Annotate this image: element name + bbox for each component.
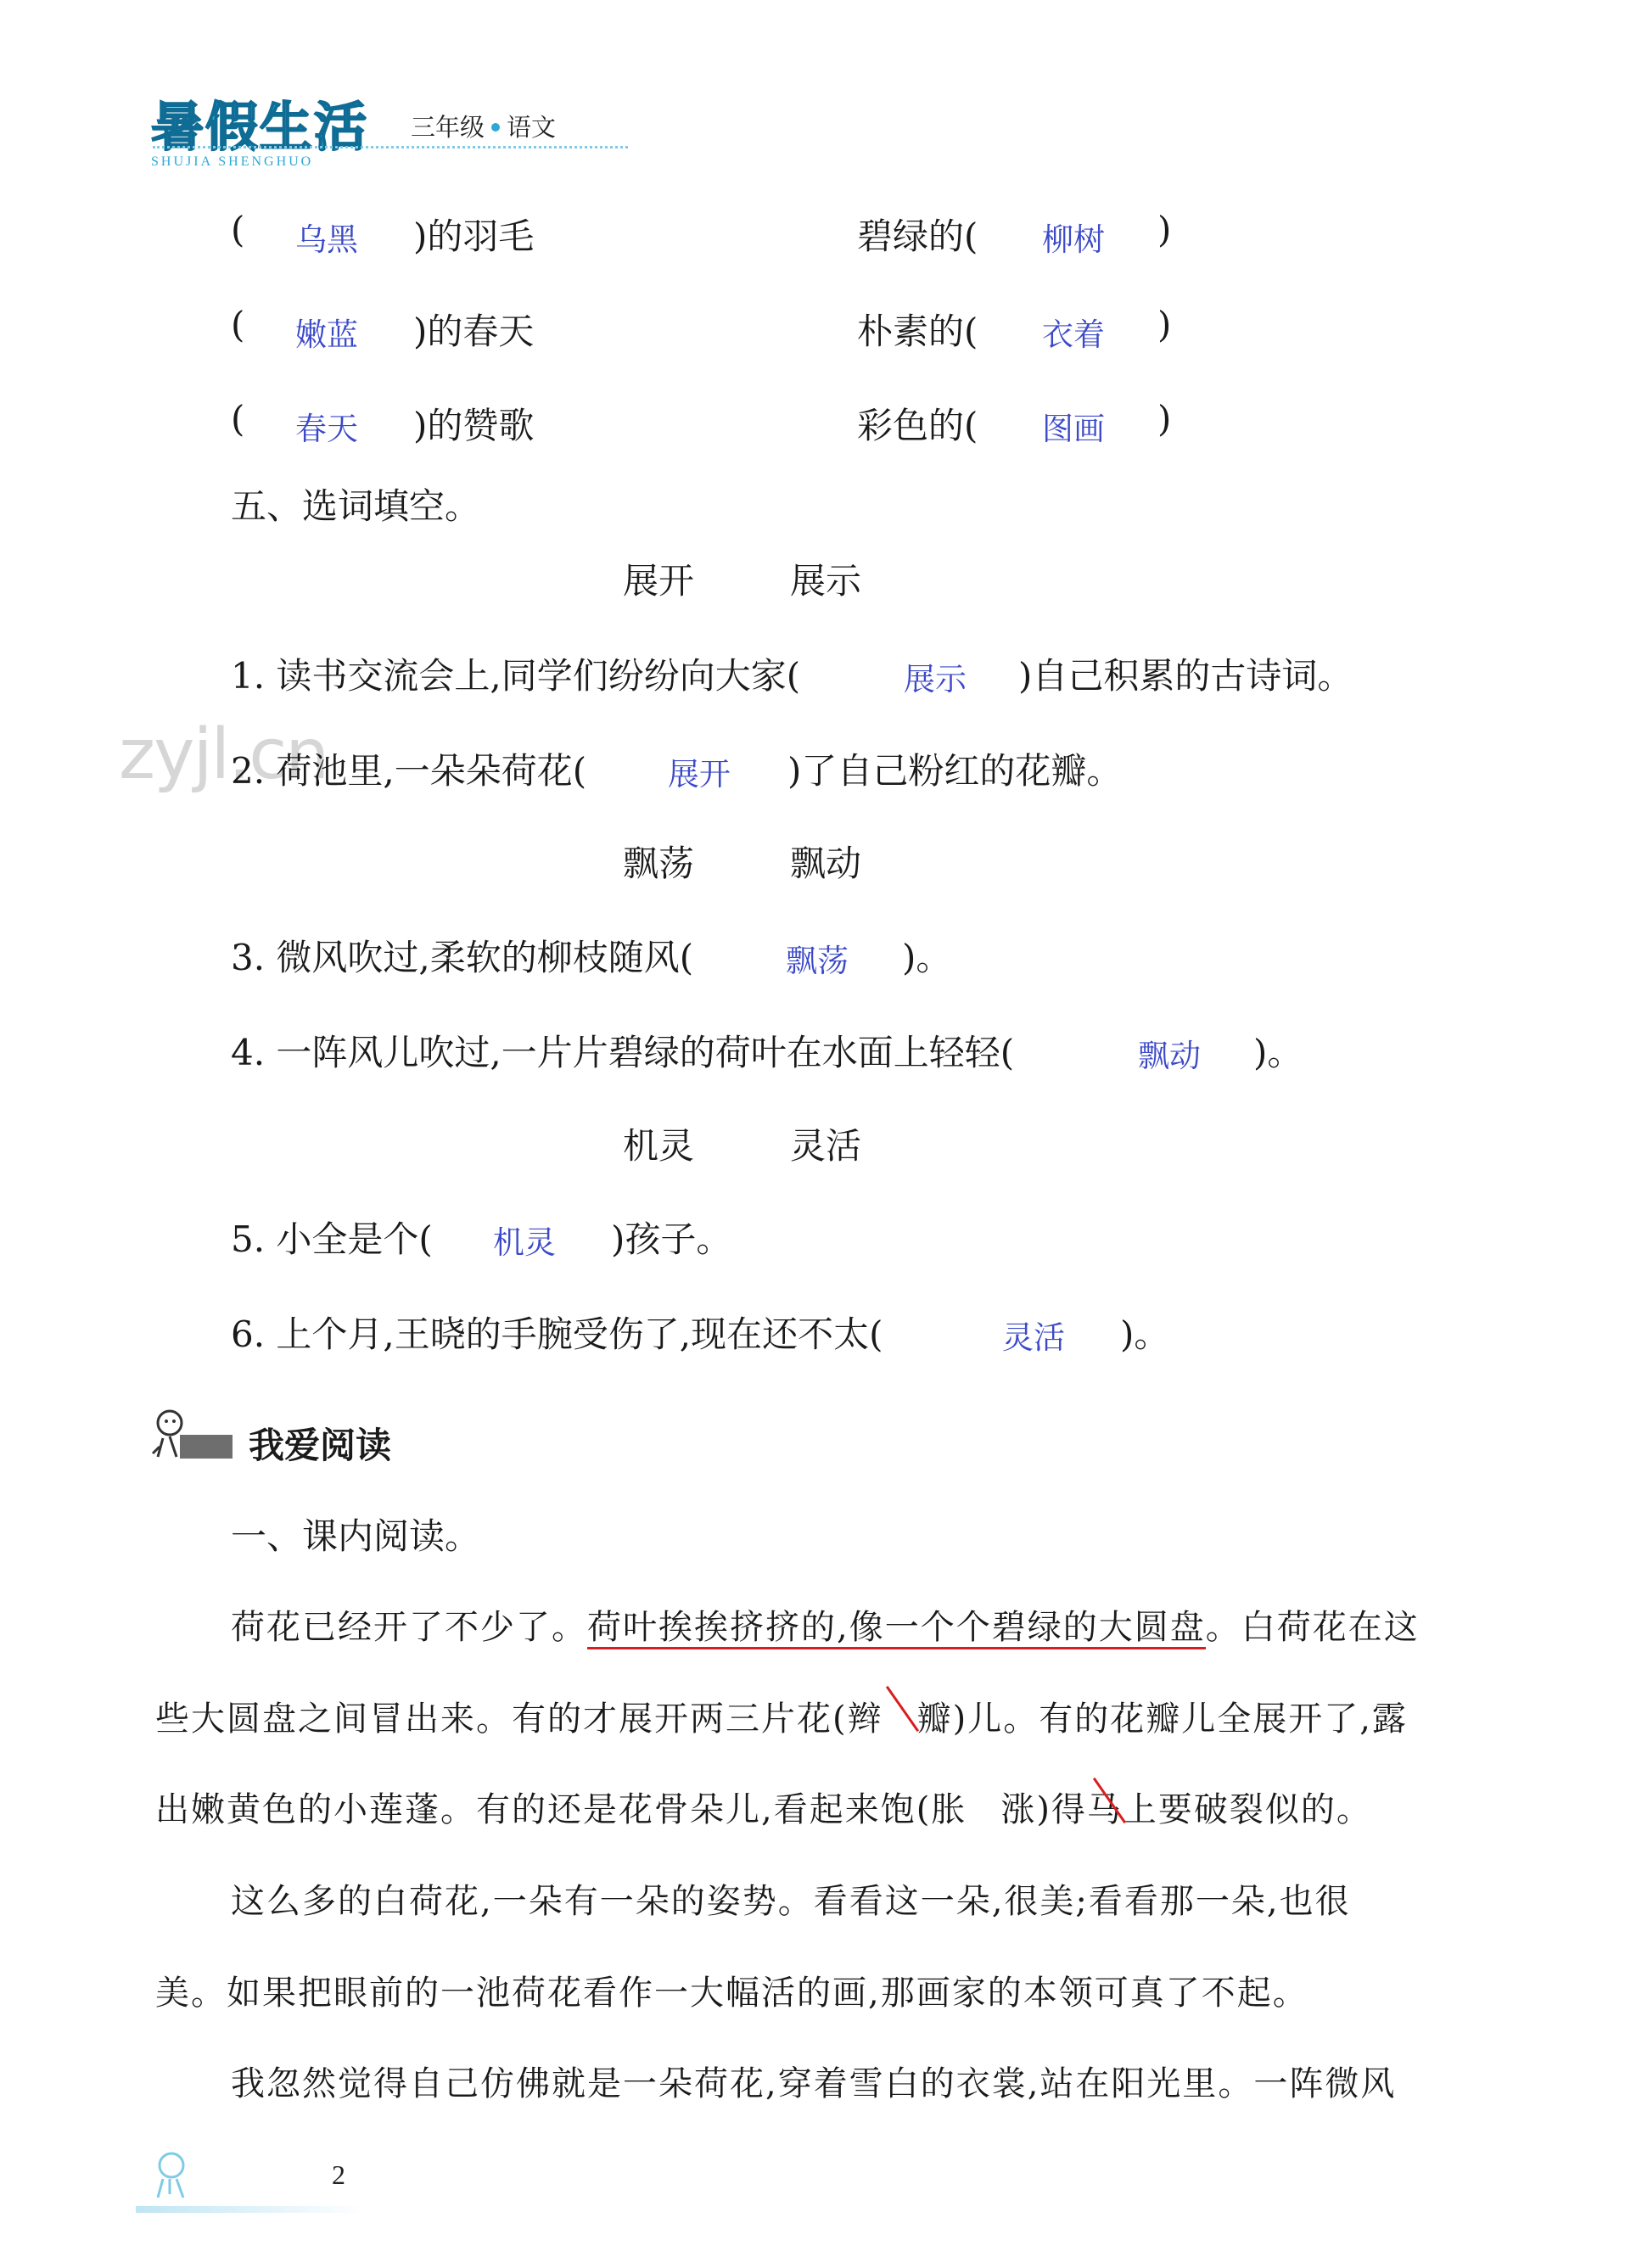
question-text-end: )。 bbox=[1120, 1313, 1170, 1355]
subject-label: 语文 bbox=[507, 113, 557, 142]
text: 些大圆盘之间冒出来。有的才展开两三片花( bbox=[155, 1700, 848, 1739]
phrase-suffix: )的赞歌 bbox=[413, 405, 535, 446]
text: )得马上要破裂似的。 bbox=[1036, 1790, 1372, 1829]
open-paren: ( bbox=[231, 304, 245, 345]
footer-mascot-icon bbox=[144, 2145, 204, 2204]
correct-choice: 胀 bbox=[931, 1790, 967, 1829]
reading-mascot-icon bbox=[151, 1404, 236, 1472]
reading-line bbox=[155, 1783, 1372, 1831]
word-choice: 飘荡 bbox=[623, 843, 695, 884]
answer: 机灵 bbox=[493, 1224, 556, 1261]
answer: 飘荡 bbox=[786, 943, 849, 979]
question-text: 4. 一阵风儿吹过,一片片碧绿的荷叶在水面上轻轻( bbox=[231, 1032, 1015, 1073]
reading-line bbox=[155, 1692, 1408, 1740]
question-text: 1. 读书交流会上,同学们纷纷向大家( bbox=[231, 655, 801, 697]
reading-line: 这么多的白荷花,一朵有一朵的姿势。看看这一朵,很美;看看那一朵,也很 bbox=[231, 1882, 1351, 1921]
correct-choice: 瓣 bbox=[916, 1700, 953, 1739]
reading-section-title: 我爱阅读 bbox=[249, 1425, 392, 1466]
text: 荷花已经开了不少了。 bbox=[231, 1608, 587, 1647]
open-paren: ( bbox=[231, 209, 245, 250]
question-text-end: )自己积累的古诗词。 bbox=[1018, 655, 1353, 697]
word-choice: 灵活 bbox=[790, 1125, 862, 1167]
reading-line: 美。如果把眼前的一池荷花看作一大幅活的画,那画家的本领可真了不起。 bbox=[155, 1974, 1308, 2013]
open-paren: ( bbox=[231, 398, 245, 440]
question-text: 6. 上个月,王晓的手腕受伤了,现在还不太( bbox=[231, 1313, 883, 1355]
text: 出嫩黄色的小莲蓬。有的还是花骨朵儿,看起来饱( bbox=[155, 1790, 932, 1829]
section-title: 五、选词填空。 bbox=[231, 485, 481, 527]
phrase-suffix: )的羽毛 bbox=[413, 216, 535, 257]
phrase-suffix: )的春天 bbox=[413, 311, 535, 352]
word-choice: 机灵 bbox=[623, 1125, 695, 1167]
header-pinyin: SHUJIA SHENGHUO bbox=[151, 154, 314, 169]
footer-bar bbox=[136, 2206, 365, 2213]
underlined-sentence: 荷叶挨挨挤挤的,像一个个碧绿的大圆盘 bbox=[587, 1608, 1206, 1649]
answer: 灵活 bbox=[1002, 1319, 1065, 1356]
answer: 春天 bbox=[295, 411, 358, 447]
word-choice: 飘动 bbox=[790, 843, 862, 884]
question-text: 5. 小全是个( bbox=[231, 1218, 433, 1260]
word-choice: 展开 bbox=[623, 560, 695, 602]
word-choice: 展示 bbox=[790, 560, 862, 602]
close-paren: ) bbox=[1157, 209, 1172, 250]
page-number: 2 bbox=[332, 2159, 345, 2190]
question-text-end: )。 bbox=[1253, 1032, 1303, 1073]
phrase-prefix: 碧绿的( bbox=[857, 216, 978, 257]
close-paren: ) bbox=[1157, 398, 1172, 440]
header-dotted-divider bbox=[153, 146, 628, 148]
header-logo: 暑假生活 bbox=[151, 96, 369, 158]
crossed-choice: 涨 bbox=[1000, 1790, 1037, 1829]
question-text-end: )。 bbox=[902, 937, 952, 978]
answer: 展开 bbox=[668, 756, 731, 792]
question-text-end: )了自己粉红的花瓣。 bbox=[787, 750, 1123, 792]
phrase-prefix: 朴素的( bbox=[857, 311, 978, 352]
answer: 飘动 bbox=[1138, 1038, 1201, 1074]
answer: 乌黑 bbox=[295, 221, 358, 258]
answer: 柳树 bbox=[1042, 221, 1105, 258]
answer: 衣着 bbox=[1042, 316, 1105, 353]
text: 。白荷花在这 bbox=[1205, 1608, 1420, 1647]
text: )儿。有的花瓣儿全展开了,露 bbox=[952, 1700, 1408, 1739]
watermark: zyjl.cn bbox=[119, 714, 328, 795]
question-text-end: )孩子。 bbox=[611, 1218, 732, 1260]
answer: 图画 bbox=[1042, 411, 1105, 447]
reading-line bbox=[231, 1600, 1420, 1649]
subsection-title: 一、课内阅读。 bbox=[231, 1515, 481, 1557]
question-text: 3. 微风吹过,柔软的柳枝随风( bbox=[231, 937, 694, 978]
crossed-choice: 辫 bbox=[847, 1700, 883, 1739]
question-text: 2. 荷池里,一朵朵荷花( bbox=[231, 750, 587, 792]
header-grade-subject bbox=[411, 109, 556, 143]
separator-dot-icon bbox=[491, 123, 500, 132]
reading-line: 我忽然觉得自己仿佛就是一朵荷花,穿着雪白的衣裳,站在阳光里。一阵微风 bbox=[231, 2064, 1397, 2103]
close-paren: ) bbox=[1157, 304, 1172, 345]
answer: 展示 bbox=[904, 661, 967, 697]
grade-label: 三年级 bbox=[411, 113, 485, 142]
phrase-prefix: 彩色的( bbox=[857, 405, 978, 446]
answer: 嫩蓝 bbox=[295, 316, 358, 353]
